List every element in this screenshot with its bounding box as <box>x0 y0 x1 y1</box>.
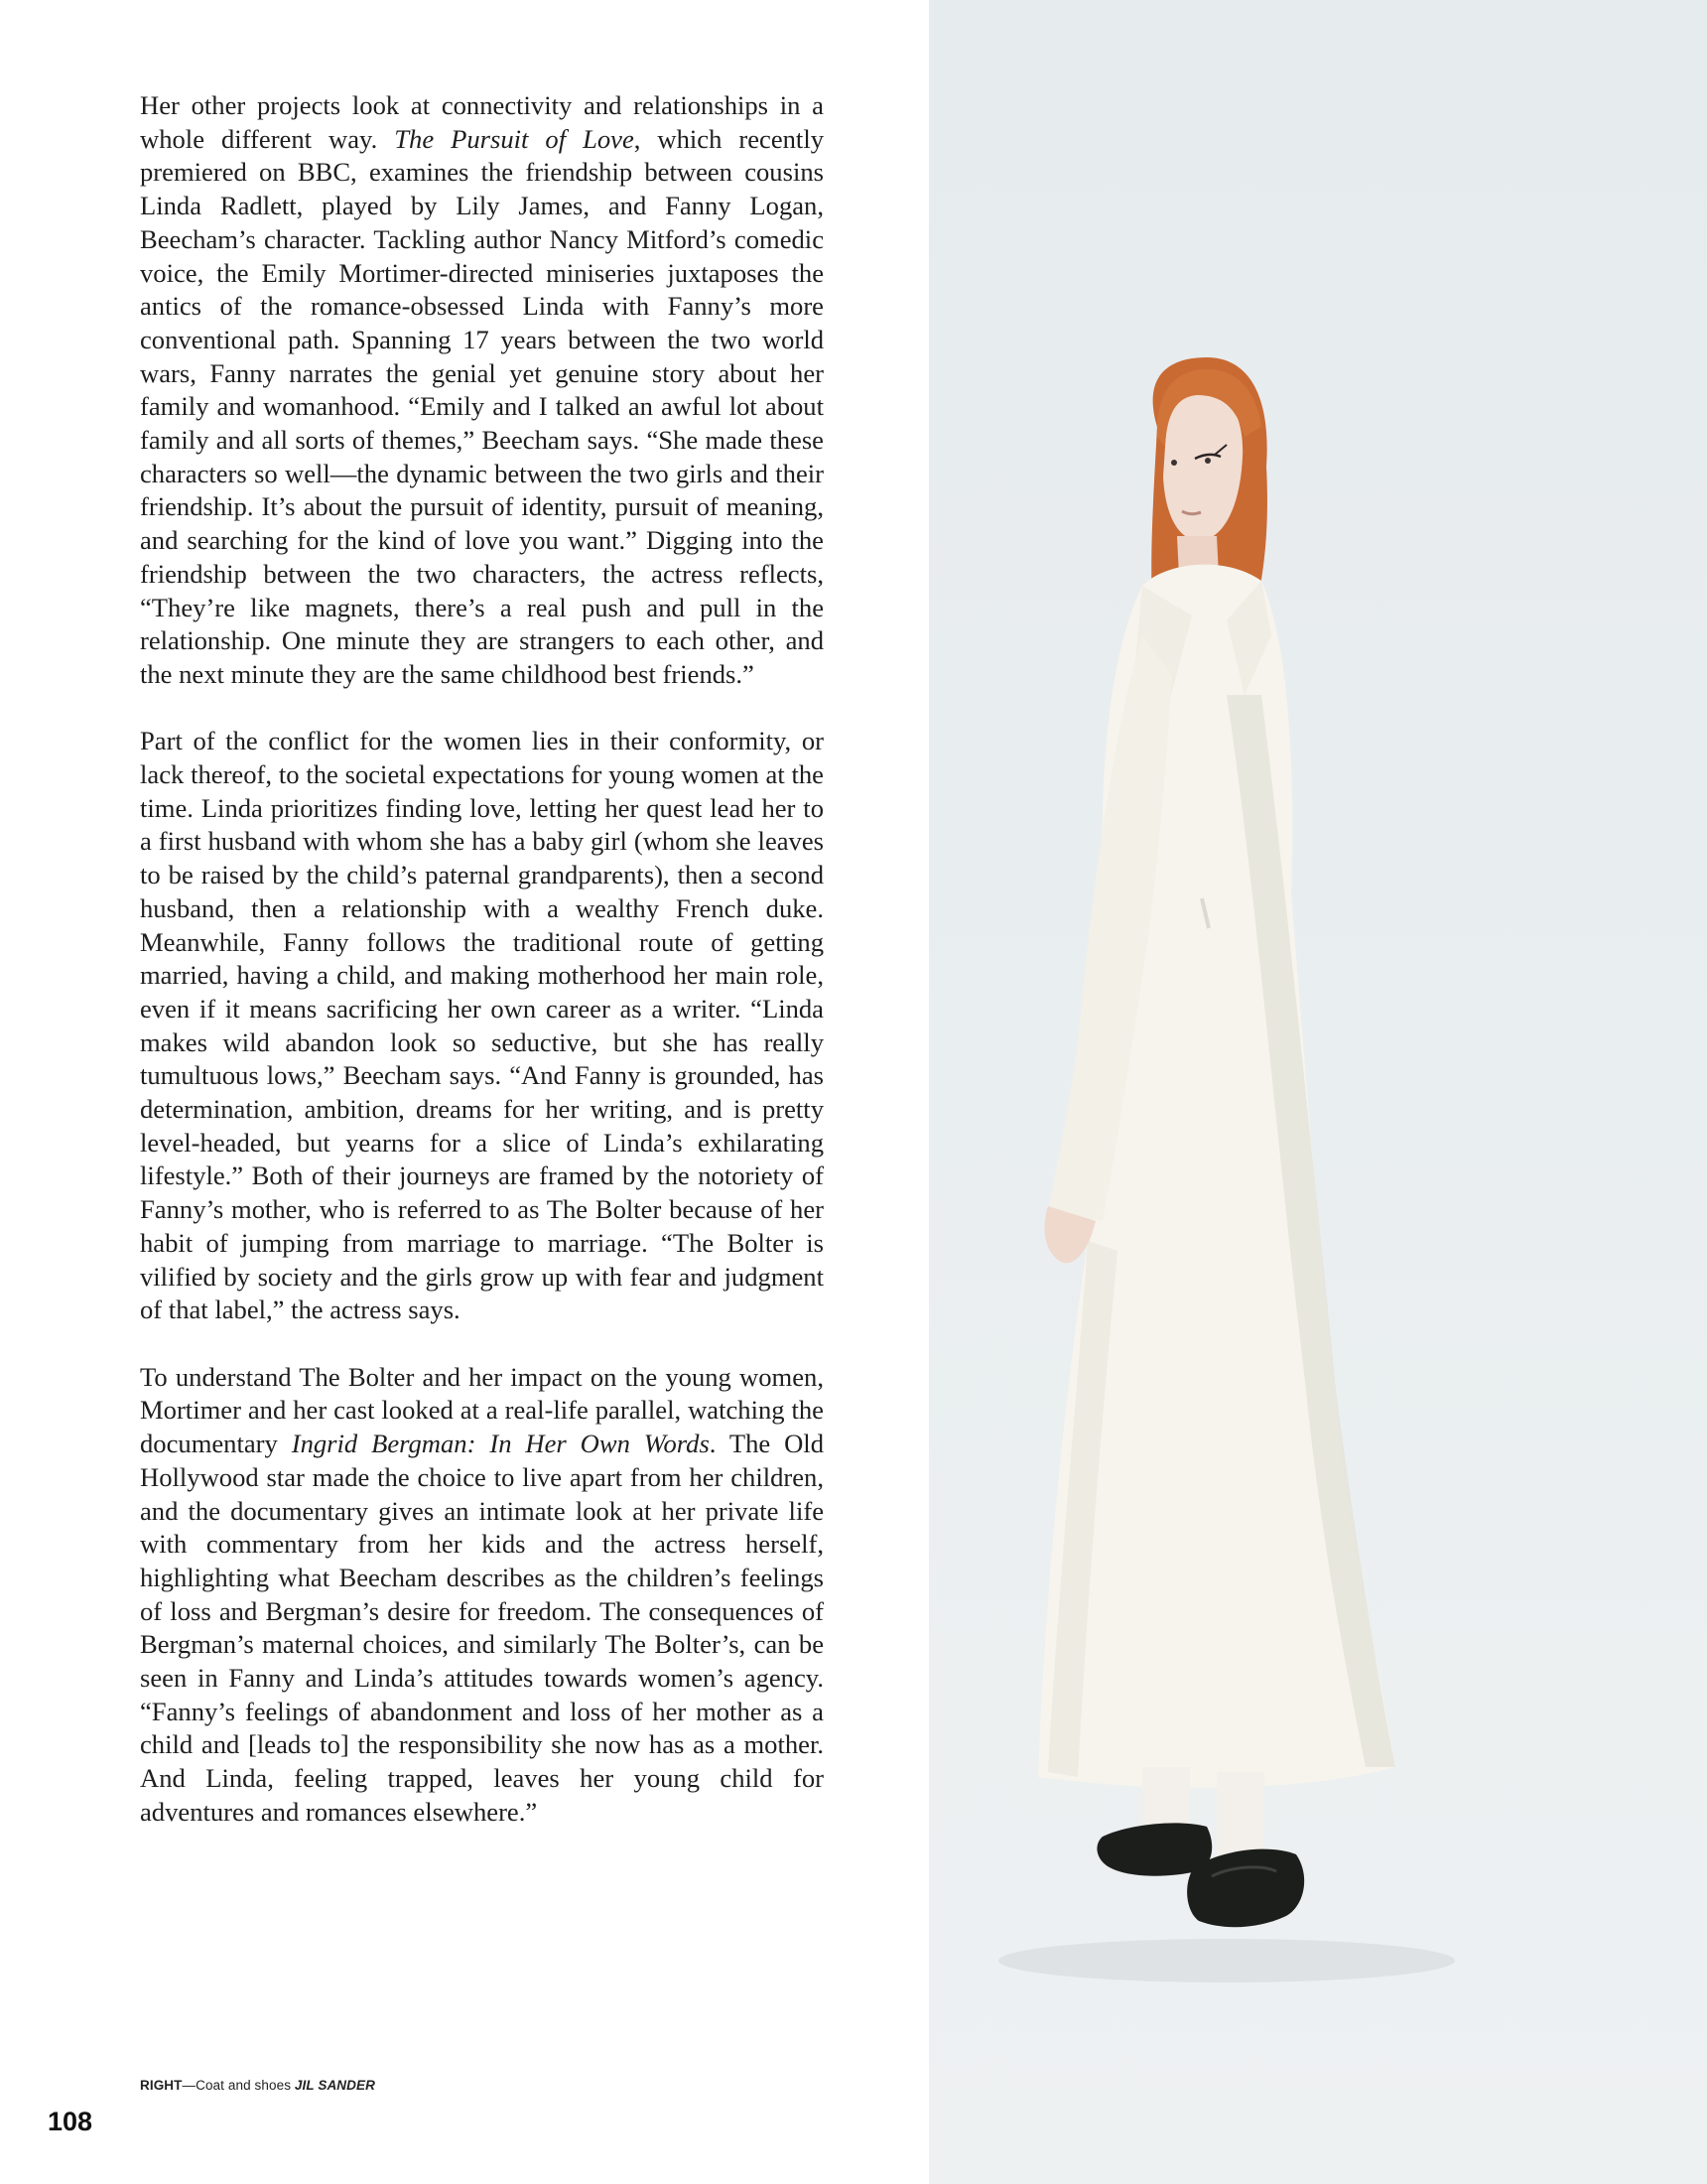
article-paragraph-3 <box>140 1361 824 1830</box>
show-title: The Pursuit of Love <box>394 123 634 154</box>
paragraph-3-text-end: . The Old Hollywood star made the choice to live apart from her children, and the documentary gives an intimate look at her private life with commentary from her kids and the actress herself, highlighting what Beecham describes as the children’s feelings of loss and Bergman’s desire for freedom. The consequences of Bergman’s maternal choices, and similarly The Bolter’s, can be seen in Fanny and Linda’s attitudes towards women’s agency. “Fanny’s feelings of abandonment and loss of her mother as a child and [leads to] the responsibility she now has as a mother. And Linda, feeling trapped, leaves her young child for adventures and romances elsewhere.” <box>140 1429 824 1827</box>
article-paragraph-1 <box>140 89 824 692</box>
page-number: 108 <box>48 2107 93 2136</box>
model-illustration <box>929 0 1707 2184</box>
caption-brand: JIL SANDER <box>294 2078 375 2093</box>
paragraph-1-text-start: Her other projects look at connectivity and relationships in a whole different way. <box>140 90 824 154</box>
caption-label: RIGHT <box>140 2078 183 2093</box>
photo-credit-caption <box>140 2078 375 2093</box>
article-body <box>140 89 824 1862</box>
caption-text: —Coat and shoes <box>182 2078 295 2093</box>
paragraph-1-text-end: , which recently premiered on BBC, examines the friendship between cousins Linda Radlett, played by Lily James, and Fanny Logan, Beecham’s character. Tackling author Nancy Mitford’s comedic voice, the Emily Mortimer-directed miniseries juxtaposes the antics of the romance-obsessed Linda with Fanny’s more conventional path. Spanning 17 years between the two world wars, Fanny narrates the genial yet genuine story about her family and womanhood. “Emily and I talked an awful lot about family and all sorts of themes,” Beecham says. “She made these characters so well—the dynamic between the two girls and their friendship. It’s about the pursuit of identity, pursuit of meaning, and searching for the kind of love you want.” Digging into the friendship between the two characters, the actress reflects, “They’re like magnets, there’s a real push and pull in the relationship. One minute they are strangers to each other, and the next minute they are the same childhood best friends.” <box>140 123 825 689</box>
documentary-title: Ingrid Bergman: In Her Own Words <box>291 1429 710 1459</box>
article-paragraph-2: Part of the conflict for the women lies in their conformity, or lack thereof, to the societal expectations for young women at the time. Linda prioritizes finding love, letting her quest lead her to a first husband with whom she has a baby girl (whom she leaves to be raised by the child’s paternal grandparents), then a second husband, then a relationship with a wealthy French duke. Meanwhile, Fanny follows the traditional route of getting married, having a child, and making motherhood her main role, even if it means sacrificing her own career as a writer. “Linda makes wild abandon look so seductive, but she has really tumultuous lows,” Beecham says. “And Fanny is grounded, has determination, ambition, dreams for her writing, and is pretty level-headed, but yearns for a slice of Linda’s exhilarating lifestyle.” Both of their journeys are framed by the notoriety of Fanny’s mother, who is referred to as The Bolter because of her habit of jumping from marriage to marriage. “The Bolter is vilified by society and the girls grow up with fear and judgment of that label,” the actress says. <box>140 726 824 1325</box>
fashion-photograph <box>929 0 1707 2184</box>
paragraph-3-text-start: To understand The Bolter and her impact on the young women, Mortimer and her cast looked at a real-life parallel, watching the documentary <box>140 1361 824 1459</box>
